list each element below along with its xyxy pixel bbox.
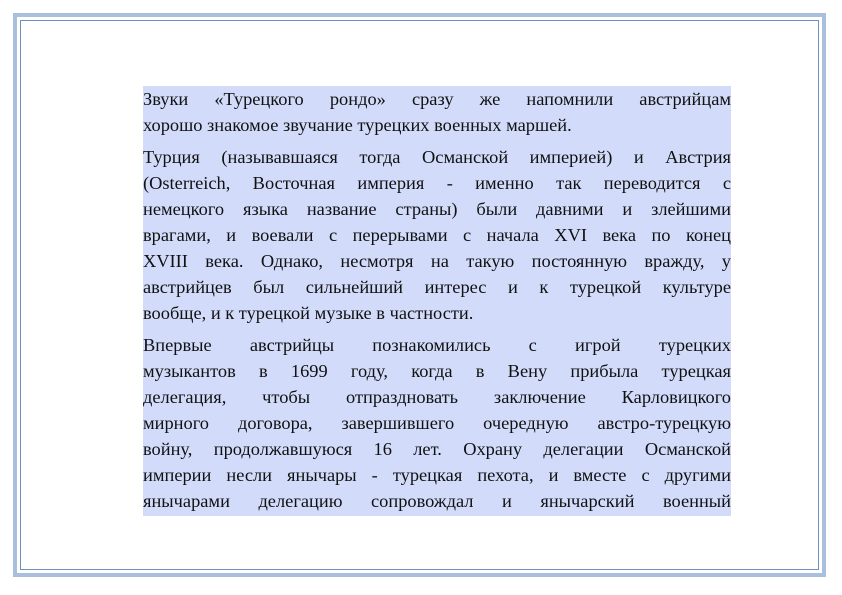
text-box — [143, 86, 731, 516]
text-line: вообще, и к турецкой музыке в частности. — [143, 303, 474, 323]
text-line: хорошо знакомое звучание турецких военных маршей. — [143, 115, 572, 135]
text-line: янычарами делегацию сопровождал и янычарский военный — [143, 491, 731, 511]
paragraph-1 — [143, 86, 731, 138]
text-line: войну, продолжавшуюся 16 лет. Охрану делегации Османской — [143, 439, 731, 459]
text-line: австрийцев был сильнейший интерес и к турецкой культуре — [143, 277, 731, 297]
text-line: (Osterreich, Восточная империя - именно так переводится с — [143, 173, 731, 193]
text-line: Впервые австрийцы познакомились с игрой турецких — [143, 335, 731, 355]
text-line: немецкого языка название страны) были давними и злейшими — [143, 199, 731, 219]
paragraph-3 — [143, 332, 731, 514]
text-line: музыкантов в 1699 году, когда в Вену прибыла турецкая — [143, 361, 731, 381]
text-line: Турция (называвшаяся тогда Османской империей) и Австрия — [143, 147, 731, 167]
text-line: империи несли янычары - турецкая пехота, и вместе с другими — [143, 465, 731, 485]
text-line: врагами, и воевали с перерывами с начала XVI века по конец — [143, 225, 731, 245]
text-line: XVIII века. Однако, несмотря на такую постоянную вражду, у — [143, 251, 731, 271]
text-line: мирного договора, завершившего очередную австро-турецкую — [143, 413, 731, 433]
paragraph-2 — [143, 144, 731, 326]
text-line: делегация, чтобы отпраздновать заключение Карловицкого — [143, 387, 731, 407]
text-line: Звуки «Турецкого рондо» сразу же напомнили австрийцам — [143, 89, 731, 109]
